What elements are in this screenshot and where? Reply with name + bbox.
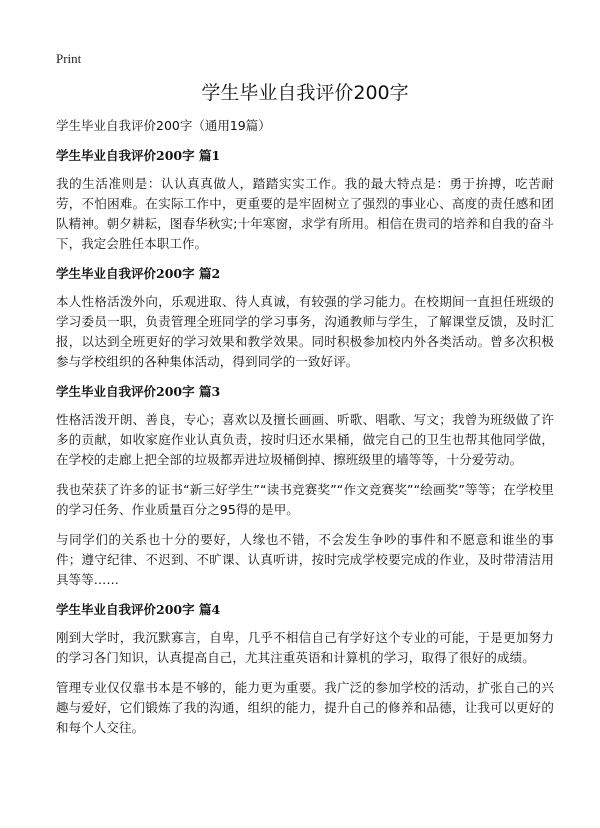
print-link[interactable]: Print (56, 51, 82, 66)
section-heading: 学生毕业自我评价200字 篇4 (56, 602, 221, 617)
paragraph: 我的生活准则是：认认真真做人，踏踏实实工作。我的最大特点是：勇于拚搏，吃苦耐劳，不怕困难。在实际工作中，更重要的是牢固树立了强烈的事业心、高度的责任感和团队精神。朝夕耕耘，图春华秋实;十年寒窗，求学有所用。相信在贵司的培养和自我的奋斗下，我定会胜任本职工作。 (56, 176, 554, 251)
section-3 (56, 382, 554, 590)
document-subtitle: 学生毕业自我评价200字（通用19篇） (56, 118, 271, 133)
section-heading: 学生毕业自我评价200字 篇1 (56, 148, 221, 163)
paragraph: 本人性格活泼外向，乐观进取、待人真诚，有较强的学习能力。在校期间一直担任班级的学习委员一职，负责管理全班同学的学习事务，沟通教师与学生，了解课堂反馈，及时汇报，以达到全班更好的学习效果和教学效果。同时积极参加校内外各类活动。曾多次积极参与学校组织的各种集体活动，得到同学的一致好评。 (56, 294, 554, 369)
section-heading: 学生毕业自我评价200字 篇2 (56, 266, 221, 281)
paragraph: 刚到大学时，我沉默寡言，自卑，几乎不相信自己有学好这个专业的可能，于是更加努力的学习各门知识，认真提高自己，尤其注重英语和计算机的学习，取得了很好的成绩。 (56, 630, 554, 665)
page-title: 学生毕业自我评价200字 (201, 82, 409, 104)
section-4 (56, 600, 554, 738)
section-heading: 学生毕业自我评价200字 篇3 (56, 384, 221, 399)
paragraph: 管理专业仅仅靠书本是不够的，能力更为重要。我广泛的参加学校的活动，扩张自己的兴趣与爱好，它们锻炼了我的沟通，组织的能力，提升自己的修养和品德，让我可以更好的和每个人交往。 (56, 680, 554, 735)
paragraph: 与同学们的关系也十分的要好，人缘也不错，不会发生争吵的事件和不愿意和谁坐的事件；遵守纪律、不迟到、不旷课、认真听讲，按时完成学校要完成的作业，及时带清洁用具等等…… (56, 532, 554, 587)
section-1 (56, 146, 554, 254)
section-2 (56, 264, 554, 372)
paragraph: 性格活泼开朗、善良，专心；喜欢以及擅长画画、听歌、唱歌、写文；我曾为班级做了许多的贡献，如收家庭作业认真负责，按时归还水果桶，做完自己的卫生也帮其他同学做，在学校的走廊上把全部的垃圾都弄进垃圾桶倒掉、擦班级里的墙等等，十分爱劳动。 (56, 412, 554, 467)
paragraph: 我也荣获了许多的证书“新三好学生”“读书竞赛奖”“作文竞赛奖”“绘画奖”等等；在学校里的学习任务、作业质量百分之95得的是甲。 (56, 482, 554, 517)
